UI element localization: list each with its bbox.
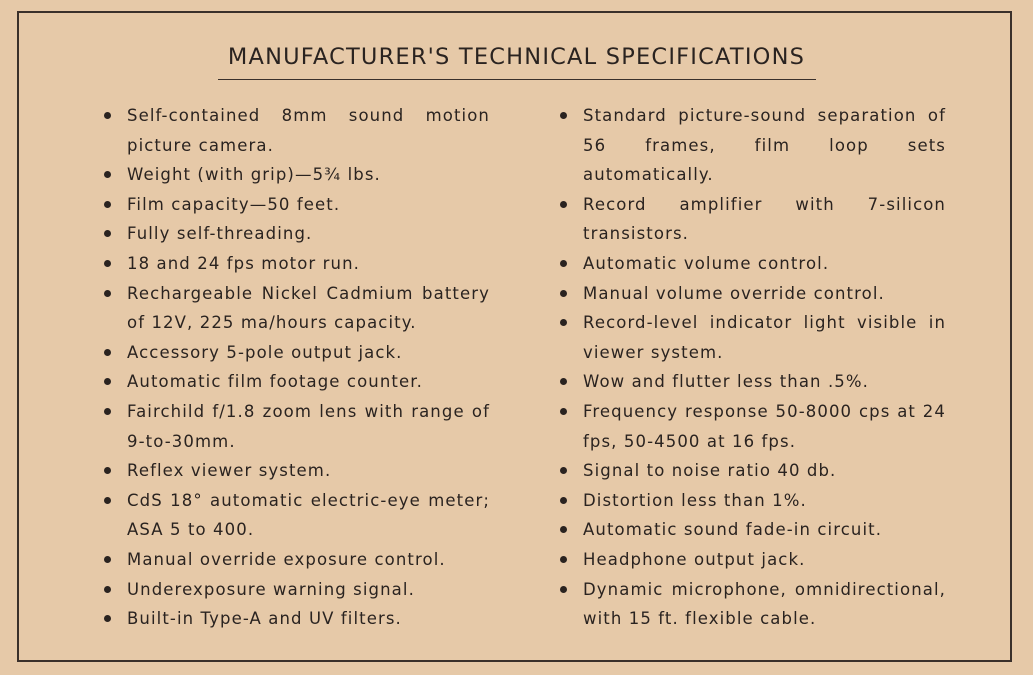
page-title: MANUFACTURER'S TECHNICAL SPECIFICATIONS (227, 44, 806, 70)
spec-item: CdS 18° automatic electric-eye meter; ASA 5 to 400. (102, 486, 490, 545)
spec-item: Weight (with grip)—5¾ lbs. (102, 160, 490, 190)
spec-item: 18 and 24 fps motor run. (102, 249, 490, 279)
spec-item: Automatic film footage counter. (102, 367, 490, 397)
spec-item: Standard picture-sound separation of 56 frames, film loop sets automatically. (558, 101, 946, 190)
spec-item: Record amplifier with 7-silicon transistors. (558, 190, 946, 249)
spec-item: Fully self-threading. (102, 219, 490, 249)
spec-item: Headphone output jack. (558, 545, 946, 575)
spec-item: Automatic sound fade-in circuit. (558, 515, 946, 545)
spec-item: Built-in Type-A and UV filters. (102, 604, 490, 634)
spec-item: Self-contained 8mm sound motion picture camera. (102, 101, 490, 160)
spec-item: Dynamic microphone, omnidirectional, with 15 ft. flexible cable. (558, 575, 946, 634)
spec-item: Rechargeable Nickel Cadmium battery of 12V, 225 ma/hours capacity. (102, 279, 490, 338)
spec-item: Record-level indicator light visible in viewer system. (558, 308, 946, 367)
spec-item: Fairchild f/1.8 zoom lens with range of 9-to-30mm. (102, 397, 490, 456)
spec-item: Accessory 5-pole output jack. (102, 338, 490, 368)
spec-item: Reflex viewer system. (102, 456, 490, 486)
spec-item: Manual override exposure control. (102, 545, 490, 575)
spec-item: Frequency response 50-8000 cps at 24 fps, 50-4500 at 16 fps. (558, 397, 946, 456)
spec-item: Underexposure warning signal. (102, 575, 490, 605)
spec-list-right (558, 101, 946, 634)
spec-item: Film capacity—50 feet. (102, 190, 490, 220)
spec-item: Automatic volume control. (558, 249, 946, 279)
spec-list-left (102, 101, 490, 634)
spec-item: Manual volume override control. (558, 279, 946, 309)
spec-item: Signal to noise ratio 40 db. (558, 456, 946, 486)
spec-item: Distortion less than 1%. (558, 486, 946, 516)
spec-item: Wow and flutter less than .5%. (558, 367, 946, 397)
title-underline (218, 79, 816, 80)
